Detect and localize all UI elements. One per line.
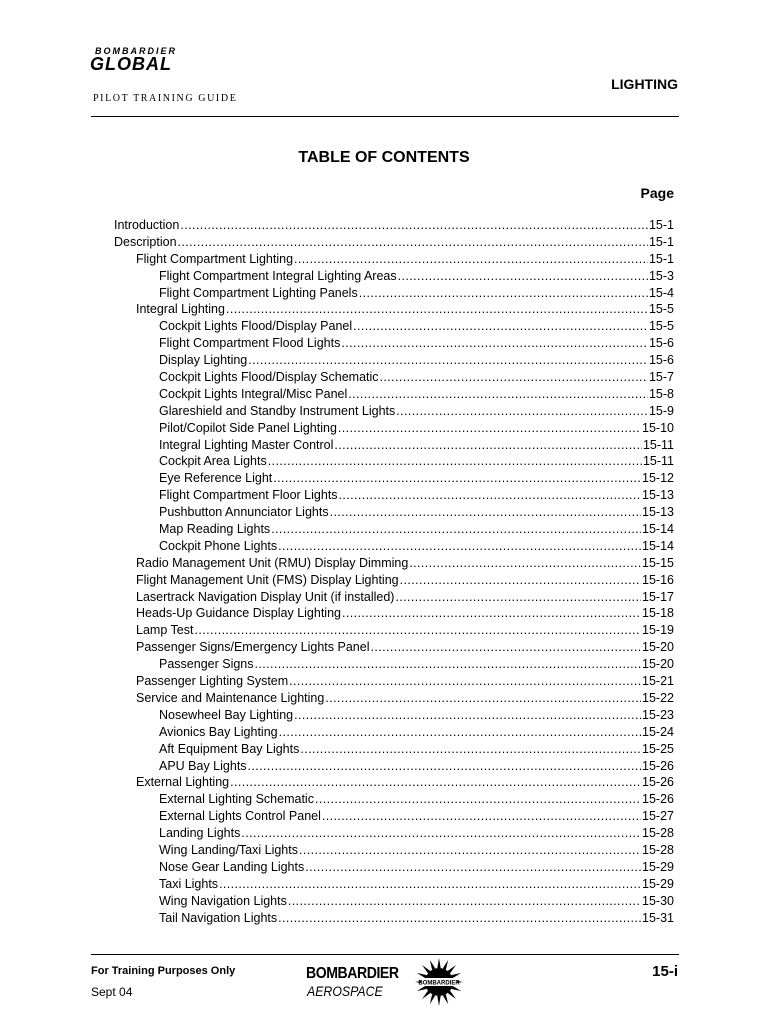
toc-entry: [114, 673, 674, 690]
toc-entry-page: 15-29: [642, 859, 674, 874]
toc-entry-label: Heads-Up Guidance Display Lighting: [136, 606, 341, 621]
toc-entry-page: 15-9: [648, 403, 674, 418]
toc-entry-page: 15-3: [648, 268, 674, 283]
toc-title: TABLE OF CONTENTS: [298, 149, 470, 166]
toc-entry-label: Integral Lighting Master Control: [159, 437, 334, 452]
dot-leader: [255, 656, 642, 673]
toc-entry-label: Wing Navigation Lights: [159, 893, 287, 908]
toc-entry: [114, 470, 674, 487]
toc-entry-page: 15-11: [642, 454, 674, 469]
dot-leader: [380, 369, 648, 386]
toc-entry: [114, 859, 674, 876]
toc-entry-label: Flight Management Unit (FMS) Display Lighting: [136, 572, 399, 587]
dot-leader: [370, 639, 641, 656]
toc-entry-page: 15-30: [642, 893, 674, 908]
toc-entry: [114, 876, 674, 893]
emblem-text: BOMBARDIER: [418, 980, 460, 987]
toc-entry-label: Cockpit Phone Lights: [159, 538, 278, 553]
toc-entry: [114, 285, 674, 302]
toc-entry-page: 15-28: [642, 826, 674, 841]
toc-entry-page: 15-1: [648, 218, 674, 232]
toc-entry: [114, 234, 674, 251]
toc-entry-page: 15-24: [642, 724, 674, 739]
dot-leader: [226, 301, 648, 318]
dot-leader: [341, 335, 648, 352]
dot-leader: [230, 774, 641, 791]
footer-rule: [91, 954, 679, 955]
toc-entry-label: APU Bay Lights: [159, 758, 247, 773]
toc-entry-page: 15-20: [642, 640, 674, 655]
toc-entry: [114, 403, 674, 420]
toc-entry: [114, 301, 674, 318]
toc-entry: [114, 504, 674, 521]
dot-leader: [294, 251, 648, 268]
dot-leader: [400, 572, 641, 589]
dot-leader: [278, 538, 641, 555]
dot-leader: [339, 487, 641, 504]
toc-entry: [114, 605, 674, 622]
dot-leader: [330, 504, 641, 521]
toc-entry-label: Landing Lights: [159, 826, 241, 841]
toc-entry-label: Pushbutton Annunciator Lights: [159, 505, 329, 520]
toc-entry: [114, 893, 674, 910]
toc-entry-label: Description: [114, 234, 177, 249]
dot-leader: [334, 437, 642, 454]
toc-entry-label: Integral Lighting: [136, 302, 225, 317]
toc-entry-page: 15-8: [648, 386, 674, 401]
dot-leader: [398, 268, 648, 285]
toc-entry-page: 15-10: [642, 420, 674, 435]
toc-entry: [114, 251, 674, 268]
toc-entry-label: Glareshield and Standby Instrument Lights: [159, 403, 396, 418]
toc-entry: [114, 758, 674, 775]
toc-entry-label: Cockpit Area Lights: [159, 454, 267, 469]
toc-entry-label: Flight Compartment Floor Lights: [159, 488, 338, 503]
toc-entry-page: 15-14: [642, 522, 674, 537]
toc-entry-label: Passenger Signs/Emergency Lights Panel: [136, 640, 370, 655]
dot-leader: [279, 724, 641, 741]
toc-entry-label: Introduction: [114, 218, 180, 232]
toc-entry-label: Pilot/Copilot Side Panel Lighting: [159, 420, 337, 435]
toc-entry: [114, 910, 674, 927]
toc-entry-label: External Lighting Schematic: [159, 792, 314, 807]
dot-leader: [299, 842, 641, 859]
toc-entry-label: Lasertrack Navigation Display Unit (if installed): [136, 589, 395, 604]
toc-entry-page: 15-17: [642, 589, 674, 604]
toc-entry: [114, 487, 674, 504]
toc-entry-label: Cockpit Lights Flood/Display Panel: [159, 319, 353, 334]
toc-entry-label: Display Lighting: [159, 353, 248, 368]
dot-leader: [178, 234, 648, 251]
toc-entry-label: Lamp Test: [136, 623, 194, 638]
toc-list: [114, 217, 674, 926]
toc-entry-page: 15-22: [642, 690, 674, 705]
toc-entry: [114, 589, 674, 606]
toc-entry: [114, 825, 674, 842]
toc-entry: [114, 622, 674, 639]
dot-leader: [359, 285, 648, 302]
dot-leader: [248, 758, 641, 775]
dot-leader: [278, 910, 641, 927]
toc-entry-page: 15-23: [642, 707, 674, 722]
toc-entry-page: 15-11: [642, 437, 674, 452]
dot-leader: [271, 521, 641, 538]
section-title: LIGHTING: [611, 76, 678, 92]
toc-entry: [114, 774, 674, 791]
toc-entry-page: 15-1: [648, 234, 674, 249]
toc-entry-page: 15-18: [642, 606, 674, 621]
toc-entry: [114, 369, 674, 386]
toc-entry-page: 15-31: [642, 910, 674, 925]
toc-entry-label: Flight Compartment Lighting Panels: [159, 285, 358, 300]
toc-entry-page: 15-6: [648, 336, 674, 351]
toc-entry-label: Passenger Lighting System: [136, 674, 289, 689]
dot-leader: [305, 859, 641, 876]
toc-entry: [114, 639, 674, 656]
dot-leader: [342, 605, 641, 622]
toc-entry: [114, 741, 674, 758]
toc-entry: [114, 842, 674, 859]
toc-entry-label: Radio Management Unit (RMU) Display Dimming: [136, 555, 409, 570]
toc-entry-page: 15-21: [642, 674, 674, 689]
toc-entry: [114, 724, 674, 741]
dot-leader: [315, 791, 641, 808]
toc-entry-label: Taxi Lights: [159, 876, 219, 891]
toc-entry: [114, 386, 674, 403]
toc-entry-label: Service and Maintenance Lighting: [136, 690, 325, 705]
toc-entry-label: Wing Landing/Taxi Lights: [159, 842, 298, 857]
dot-leader: [194, 622, 641, 639]
toc-entry: [114, 318, 674, 335]
toc-entry-label: Cockpit Lights Integral/Misc Panel: [159, 386, 348, 401]
dot-leader: [396, 403, 648, 420]
toc-entry: [114, 521, 674, 538]
toc-entry-page: 15-7: [648, 370, 674, 385]
toc-entry-page: 15-12: [642, 471, 674, 486]
toc-entry-page: 15-13: [642, 505, 674, 520]
page-column-label: Page: [640, 185, 674, 201]
toc-entry-page: 15-25: [642, 741, 674, 756]
dot-leader: [348, 386, 648, 403]
footer-brand: BOMBARDIER: [306, 965, 399, 982]
dot-leader: [180, 217, 648, 234]
toc-entry: [114, 808, 674, 825]
dot-leader: [322, 808, 641, 825]
toc-entry-label: Passenger Signs: [159, 657, 254, 672]
toc-entry-label: Tail Navigation Lights: [159, 910, 278, 925]
toc-entry: [114, 335, 674, 352]
footer-notice: For Training Purposes Only: [91, 965, 236, 977]
toc-entry-page: 15-29: [642, 876, 674, 891]
toc-entry: [114, 707, 674, 724]
toc-entry-label: External Lighting: [136, 775, 230, 790]
header-rule: [91, 116, 679, 117]
dot-leader: [353, 318, 648, 335]
dot-leader: [395, 589, 641, 606]
guide-title: PILOT TRAINING GUIDE: [93, 93, 238, 104]
toc-entry-page: 15-6: [648, 353, 674, 368]
toc-entry-label: Flight Compartment Flood Lights: [159, 336, 341, 351]
dot-leader: [338, 420, 641, 437]
toc-entry-label: Map Reading Lights: [159, 522, 271, 537]
toc-entry: [114, 690, 674, 707]
toc-entry-page: 15-28: [642, 842, 674, 857]
dot-leader: [300, 741, 641, 758]
footer-division: AEROSPACE: [307, 983, 383, 999]
footer-date: Sept 04: [91, 985, 133, 999]
toc-entry-page: 15-4: [648, 285, 674, 300]
toc-entry-page: 15-27: [642, 809, 674, 824]
toc-entry-page: 15-14: [642, 538, 674, 553]
toc-entry-label: Flight Compartment Integral Lighting Areas: [159, 268, 397, 283]
brand-logo-text: BOMBARDIER: [95, 46, 177, 56]
dot-leader: [268, 453, 642, 470]
bombardier-emblem-icon: [413, 957, 465, 1007]
toc-entry-label: Cockpit Lights Flood/Display Schematic: [159, 370, 379, 385]
toc-entry: [114, 268, 674, 285]
dot-leader: [294, 707, 641, 724]
toc-entry-label: Avionics Bay Lighting: [159, 724, 278, 739]
toc-entry: [114, 437, 674, 454]
dot-leader: [241, 825, 641, 842]
dot-leader: [288, 893, 641, 910]
toc-entry-label: Flight Compartment Lighting: [136, 251, 294, 266]
product-logo-text: GLOBAL: [90, 54, 172, 74]
toc-entry-label: Aft Equipment Bay Lights: [159, 741, 300, 756]
toc-entry: [114, 538, 674, 555]
toc-entry: [114, 352, 674, 369]
toc-entry-label: Nose Gear Landing Lights: [159, 859, 305, 874]
dot-leader: [409, 555, 641, 572]
toc-entry: [114, 656, 674, 673]
toc-entry-label: Nosewheel Bay Lighting: [159, 707, 294, 722]
dot-leader: [219, 876, 641, 893]
page-number: 15-i: [652, 963, 678, 980]
toc-entry-page: 15-5: [648, 319, 674, 334]
toc-entry-label: Eye Reference Light: [159, 471, 273, 486]
dot-leader: [273, 470, 641, 487]
toc-entry: [114, 420, 674, 437]
toc-entry-page: 15-20: [642, 657, 674, 672]
toc-entry-page: 15-26: [642, 775, 674, 790]
dot-leader: [248, 352, 648, 369]
toc-entry-page: 15-16: [642, 572, 674, 587]
toc-entry-page: 15-13: [642, 488, 674, 503]
toc-entry-page: 15-1: [648, 251, 674, 266]
dot-leader: [325, 690, 641, 707]
toc-entry: [114, 572, 674, 589]
toc-entry-page: 15-15: [642, 555, 674, 570]
toc-entry: [114, 453, 674, 470]
toc-entry-label: External Lights Control Panel: [159, 809, 321, 824]
dot-leader: [289, 673, 641, 690]
toc-entry-page: 15-26: [642, 792, 674, 807]
toc-entry: [114, 791, 674, 808]
toc-entry-page: 15-5: [648, 302, 674, 317]
toc-entry-page: 15-26: [642, 758, 674, 773]
toc-entry: [114, 555, 674, 572]
toc-entry-page: 15-19: [642, 623, 674, 638]
toc-entry: [114, 217, 674, 234]
